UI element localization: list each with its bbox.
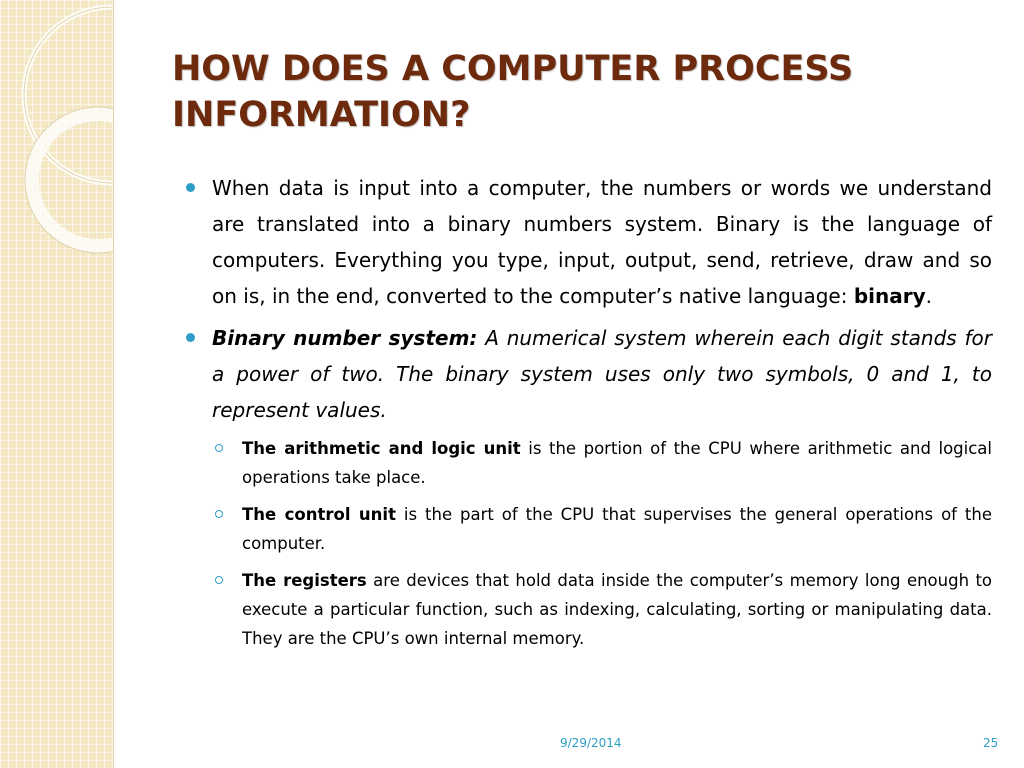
sub-bullet-item [242, 434, 992, 492]
bullet-dot-icon [186, 333, 195, 342]
bullet-item [186, 170, 992, 314]
sub-bullet-ring-icon [215, 510, 223, 518]
sub-bullet-text: is the part of the CPU that supervises the general operations of the computer. [242, 505, 992, 553]
slide-body [186, 170, 992, 661]
bullet-emphasis: binary [853, 284, 926, 308]
bullet-text: When data is input into a computer, the numbers or words we understand are translated into a binary numbers system. Binary is the language of computers. Everything you type, input, output, send, retrieve, draw and so on is, in the end, converted to the computer’s native language: [212, 176, 992, 308]
sub-bullet-term: The control unit [242, 505, 396, 524]
sub-bullet-item [242, 500, 992, 558]
sub-bullet-item [242, 566, 992, 653]
bullet-item [186, 320, 992, 428]
bullet-dot-icon [186, 183, 195, 192]
sub-bullet-text: are devices that hold data inside the computer’s memory long enough to execute a particular function, such as indexing, calculating, sorting or manipulating data. They are the CPU’s own internal memory. [242, 571, 993, 648]
decorative-circles-graphic [0, 0, 113, 768]
footer-date: 9/29/2014 [560, 736, 622, 750]
slide-title: HOW DOES A COMPUTER PROCESS INFORMATION? [172, 49, 854, 135]
sub-bullet-ring-icon [215, 576, 223, 584]
footer-page-number: 25 [983, 736, 999, 750]
sub-bullet-text: is the portion of the CPU where arithmetic and logical operations take place. [242, 439, 992, 487]
bullet-text-end: . [925, 284, 933, 308]
sub-bullet-term: The registers [242, 571, 367, 590]
bullet-text: A numerical system wherein each digit stands for a power of two. The binary system uses only two symbols, 0 and 1, to represent values. [212, 326, 993, 422]
sub-bullet-term: The arithmetic and logic unit [242, 439, 521, 458]
bullet-term: Binary number system: [212, 326, 478, 350]
decorative-side-panel [0, 0, 114, 768]
sub-bullet-ring-icon [215, 444, 223, 452]
